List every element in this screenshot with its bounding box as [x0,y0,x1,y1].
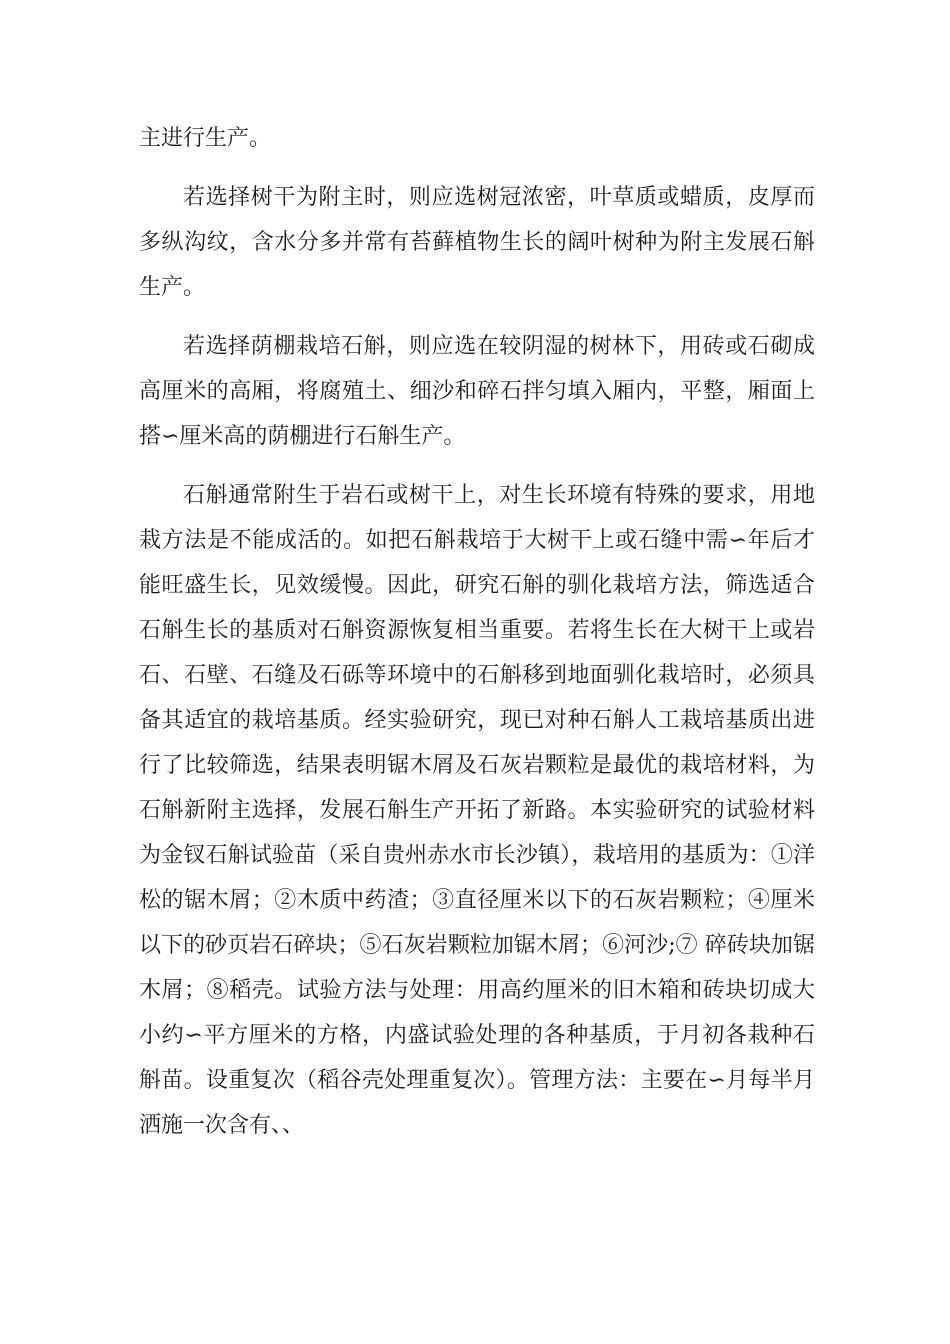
paragraph-shade-shed-cultivation: 若选择荫棚栽培石斛，则应选在较阴湿的树林下，用砖或石砌成高厘米的高厢，将腐殖土、细沙和碎石拌匀填入厢内，平整，厢面上搭∽厘米高的荫棚进行石斛生产。 [139,334,815,449]
document-body [139,116,815,1162]
paragraph-tree-trunk-host: 若选择树干为附主时，则应选树冠浓密，叶草质或蜡质，皮厚而多纵沟纹，含水分多并常有苔藓植物生长的阔叶树种为附主发展石斛生产。 [139,185,815,300]
paragraph-substrate-experiment: 石斛通常附生于岩石或树干上，对生长环境有特殊的要求，用地栽方法是不能成活的。如把石斛栽培于大树干上或石缝中需∽年后才能旺盛生长，见效缓慢。因此，研究石斛的驯化栽培方法，筛选适合石斛生长的基质对石斛资源恢复相当重要。若将生长在大树干上或岩石、石壁、石缝及石砾等环境中的石斛移到地面驯化栽培时，必须具备其适宜的栽培基质。经实验研究，现已对种石斛人工栽培基质出进行了比较筛选，结果表明锯木屑及石灰岩颗粒是最优的栽培材料，为石斛新附主选择，发展石斛生产开拓了新路。本实验研究的试验材料为金钗石斛试验苗（采自贵州赤水市长沙镇），栽培用的基质为：①洋松的锯木屑；②木质中药渣；③直径厘米以下的石灰岩颗粒；④厘米以下的砂页岩石碎块；⑤石灰岩颗粒加锯木屑；⑥河沙;⑦ 碎砖块加锯木屑；⑧稻壳。试验方法与处理：用高约厘米的旧木箱和砖块切成大小约∽平方厘米的方格，内盛试验处理的各种基质，于月初各栽种石斛苗。设重复次（稻谷壳处理重复次）。管理方法：主要在∽月每半月洒施一次含有、、 [139,483,815,1138]
paragraph-continuation: 主进行生产。 [139,126,272,151]
